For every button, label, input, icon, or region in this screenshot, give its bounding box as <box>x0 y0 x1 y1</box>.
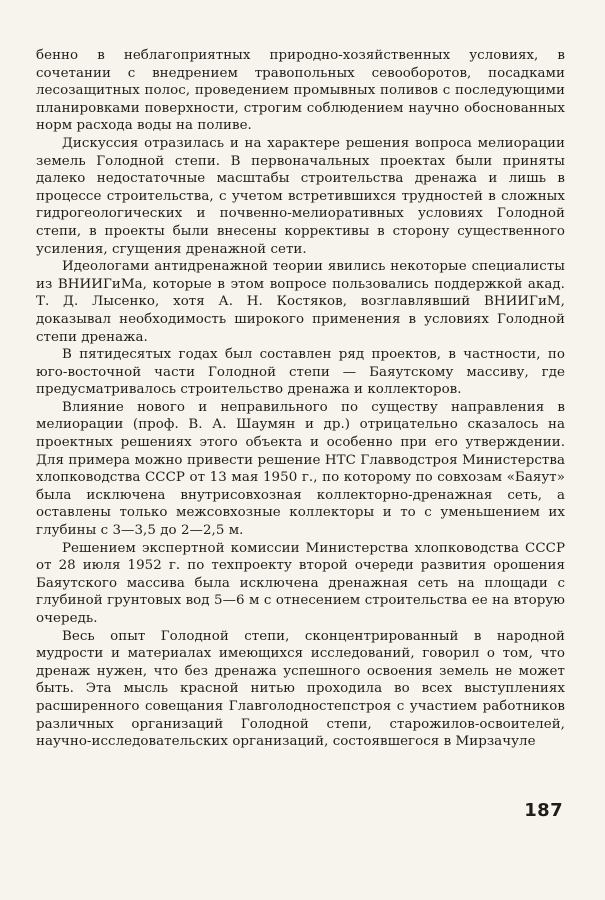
paragraph-6: Решением экспертной комиссии Министерства хлопководства СССР от 28 июля 1952 г. по техпроекту второй очереди развития орошения Баяутского массива была исключена дренажная сеть на площади с глубиной грунтовых вод 5—6 м с отнесением строительства ее на вторую очередь. <box>36 540 565 626</box>
paragraph-4: В пятидесятых годах был составлен ряд проектов, в частности, по юго-восточной части Голодной степи — Баяутскому массиву, где предусматривалось строительство дренажа и коллекторов. <box>36 347 565 398</box>
page-number: 187 <box>524 800 563 821</box>
paragraph-1: бенно в неблагоприятных природно-хозяйственных условиях, в сочетании с внедрением травопольных севооборотов, посадками лесозащитных полос, проведением промывных поливов с последующими планировками поверхности, строгим соблюдением научно обоснованных норм расхода воды на поливе. <box>36 48 565 134</box>
paragraph-3: Идеологами антидренажной теории явились некоторые специалисты из ВНИИГиМа, которые в этом вопросе пользовались поддержкой акад. Т. Д. Лысенко, хотя А. Н. Костяков, возглавлявший ВНИИГиМ, доказывал необходимость широкого применения в условиях Голодной степи дренажа. <box>36 259 565 345</box>
paragraph-2: Дискуссия отразилась и на характере решения вопроса мелиорации земель Голодной степи. В первоначальных проектах были приняты далеко недостаточные масштабы строительства дренажа и лишь в процессе строительства, с учетом встретившихся трудностей в сложных гидрогеологических и почвенно-мелиоративных условиях Голодной степи, в проекты были внесены коррективы в сторону существенного усиления, сгущения дренажной сети. <box>36 135 565 257</box>
body-text <box>36 47 565 751</box>
paragraph-5: Влияние нового и неправильного по существу направления в мелиорации (проф. В. А. Шаумян и др.) отрицательно сказалось на проектных решениях этого объекта и особенно при его утверждении. Для примера можно привести решение НТС Главводстроя Министерства хлопководства СССР от 13 мая 1950 г., по которому по совхозам «Баяут» была исключена внутрисовхозная коллекторно-дренажная сеть, а оставлены только межсовхозные коллекторы и то с уменьшением их глубины с 3—3,5 до 2—2,5 м. <box>36 399 565 539</box>
paragraph-7: Весь опыт Голодной степи, сконцентрированный в народной мудрости и материалах имеющихся исследований, говорил о том, что дренаж нужен, что без дренажа успешного освоения земель не может быть. Эта мысль красной нитью проходила во всех выступлениях расширенного совещания Главголодностепстроя с участием работников различных организаций Голодной степи, старожилов-освоителей, научно-исследовательских организаций, состоявшегося в Мирзачуле <box>36 628 565 750</box>
